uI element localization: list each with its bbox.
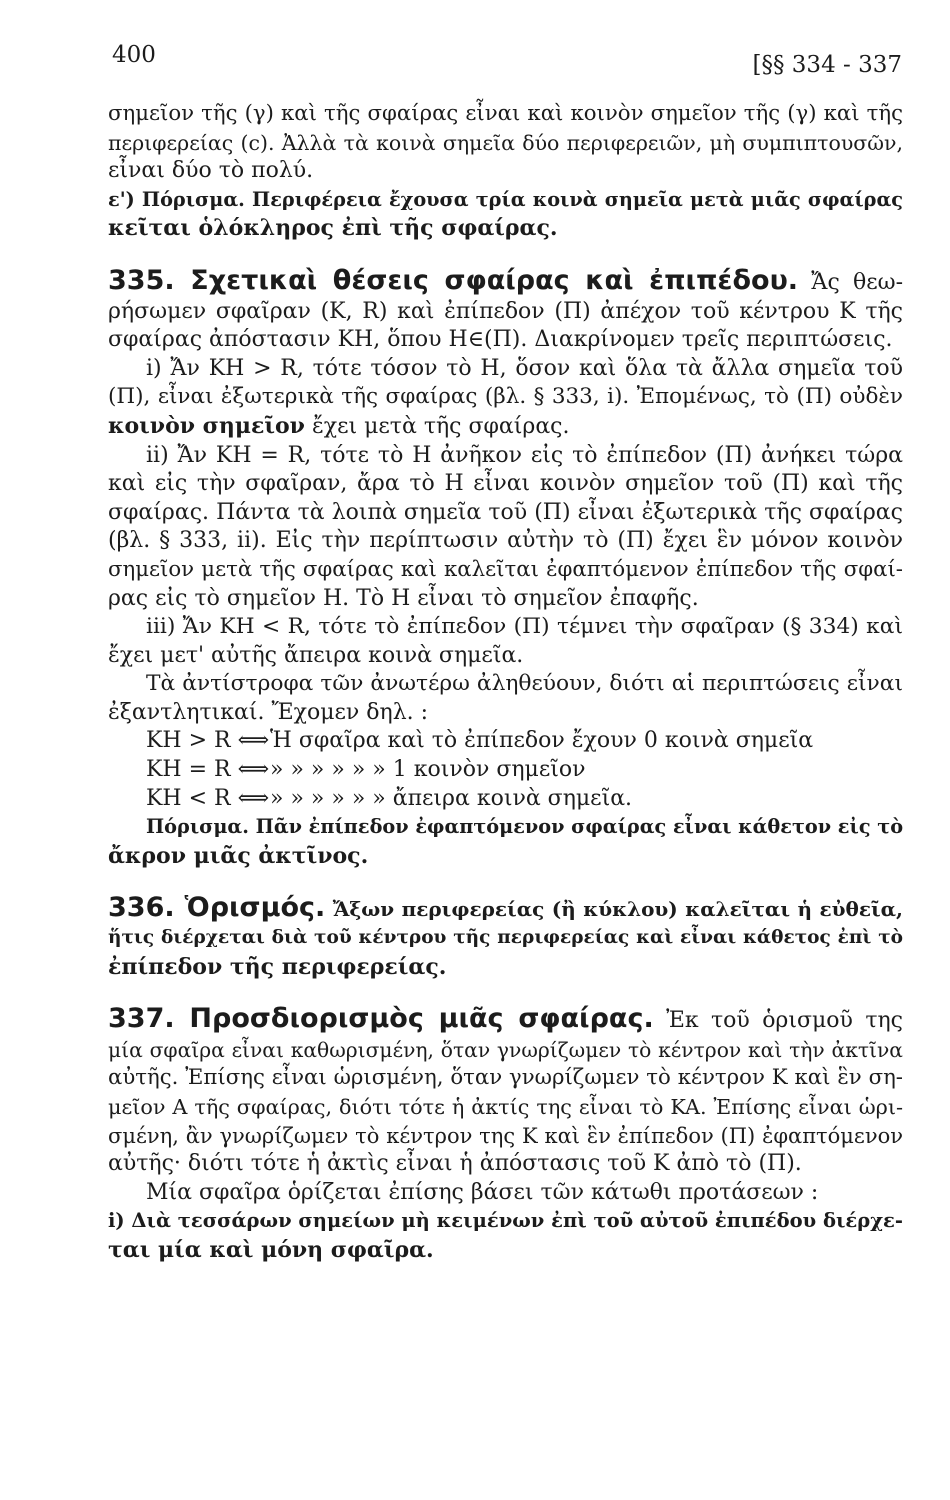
relation-condition: KH > R ⟺ xyxy=(146,728,270,754)
case-i-last-line xyxy=(108,412,903,442)
converse-line: Τὰ ἀντίστροφα τῶν ἀνωτέρω ἀληθεύουν, διότι αἱ περιπτώσεις εἶναι xyxy=(146,671,903,697)
text-line: ρήσωμεν σφαῖραν (K, R) καὶ ἐπίπεδον (Π) ἀπέχον τοῦ κέντρου K τῆς xyxy=(108,298,903,324)
text-line: αὐτῆς. Ἐπίσης εἶναι ὡρισμένη, ὅταν γνωρίζωμεν τὸ κέντρον K καὶ ἓν ση- xyxy=(108,1065,903,1091)
relation-result: Ἡ σφαῖρα καὶ τὸ ἐπίπεδον ἔχουν 0 κοινὰ σημεῖα xyxy=(270,728,814,754)
case-ii-line: σφαίρας. Πάντα τὰ λοιπὰ σημεῖα τοῦ (Π) εἶναι ἐξωτερικὰ τῆς σφαίρας xyxy=(108,499,903,525)
relation-result: » » » » » » ἄπειρα κοινὰ σημεῖα. xyxy=(270,785,633,811)
text-fragment: Ἐκ τοῦ ὁρισμοῦ της xyxy=(666,1008,903,1034)
corollary-line: κεῖται ὁλόκληρος ἐπὶ τῆς σφαίρας. xyxy=(108,215,558,242)
text-fragment: Ἄς θεω- xyxy=(811,269,904,295)
text-line: Μία σφαῖρα ὁρίζεται ἐπίσης βάσει τῶν κάτωθι προτάσεων : xyxy=(146,1179,819,1205)
case-iii-line: ἔχει μετ' αὐτῆς ἄπειρα κοινὰ σημεῖα. xyxy=(108,642,524,668)
converse-line: ἐξαντλητικαί. Ἔχομεν δηλ. : xyxy=(108,699,429,725)
corollary-line: ἄκρον μιᾶς ἀκτῖνος. xyxy=(108,842,369,869)
text-line: εἶναι δύο τὸ πολύ. xyxy=(108,158,314,184)
case-i-line: i) Ἄν KH > R, τότε τόσον τὸ H, ὅσον καὶ ὅλα τὰ ἄλλα σημεῖα τοῦ xyxy=(146,355,903,381)
case-ii-line: (βλ. § 333, ii). Εἰς τὴν περίπτωσιν αὐτὴν τὸ (Π) ἔχει ἓν μόνον κοινὸν xyxy=(108,528,903,554)
section-336-heading: 336. Ὁρισμός. xyxy=(108,892,326,924)
case-ii-line: ρας εἰς τὸ σημεῖον H. Τὸ H εἶναι τὸ σημεῖον ἐπαφῆς. xyxy=(108,585,699,611)
text-line: σημεῖον τῆς (γ) καὶ τῆς σφαίρας εἶναι καὶ κοινὸν σημεῖον τῆς (γ) καὶ τῆς xyxy=(108,101,903,126)
definition-line: ἐπίπεδον τῆς περιφερείας. xyxy=(108,953,447,980)
case-ii-line: καὶ εἰς τὴν σφαῖραν, ἄρα τὸ H εἶναι κοινὸν σημεῖον τοῦ (Π) καὶ τῆς xyxy=(108,471,903,497)
case-ii-line: σημεῖον μετὰ τῆς σφαίρας καὶ καλεῖται ἐφαπτόμενον ἐπίπεδον τῆς σφαί- xyxy=(108,556,903,582)
text-line: σμένη, ἂν γνωρίζωμεν τὸ κέντρον της K καὶ ἓν ἐπίπεδον (Π) ἐφαπτόμενον xyxy=(108,1123,903,1148)
case-iii-line: iii) Ἄν KH < R, τότε τὸ ἐπίπεδον (Π) τέμνει τὴν σφαῖραν (§ 334) καὶ xyxy=(146,614,903,640)
case-i-line: (Π), εἶναι ἐξωτερικὰ τῆς σφαίρας (βλ. § 333, i). Ἐπομένως, τὸ (Π) οὐδὲν xyxy=(108,384,903,410)
text-line: περιφερείας (c). Ἀλλὰ τὰ κοινὰ σημεῖα δύο περιφερειῶν, μὴ συμπιπτουσῶν, xyxy=(108,130,903,155)
relation-result: » » » » » » 1 κοινὸν σημεῖον xyxy=(270,757,586,783)
corollary-line: Πόρισμα. Πᾶν ἐπίπεδον ἐφαπτόμενον σφαίρας εἶναι κάθετον εἰς τὸ xyxy=(146,815,904,839)
text-fragment: Ἄξων περιφερείας (ἢ κύκλου) καλεῖται ἡ εὐθεῖα, xyxy=(332,897,904,922)
section-336-first-line xyxy=(108,894,903,924)
section-335-heading: 335. Σχετικαὶ θέσεις σφαίρας καὶ ἐπιπέδου. xyxy=(108,264,799,296)
text-fragment: ἔχει μετὰ τῆς σφαίρας. xyxy=(304,413,570,439)
page-number: 400 xyxy=(112,42,156,68)
corollary-line: ε') Πόρισμα. Περιφέρεια ἔχουσα τρία κοινὰ σημεῖα μετὰ μιᾶς σφαίρας xyxy=(108,187,903,211)
definition-line: ἥτις διέρχεται διὰ τοῦ κέντρου τῆς περιφερείας καὶ εἶναι κάθετος ἐπὶ τὸ xyxy=(108,927,903,949)
section-range: [§§ 334 - 337 xyxy=(752,52,902,78)
text-line: σφαίρας ἀπόστασιν KH, ὅπου H∈(Π). Διακρίνομεν τρεῖς περιπτώσεις. xyxy=(108,327,893,353)
page-body xyxy=(108,100,903,1265)
relation-condition: KH < R ⟺ xyxy=(146,785,270,811)
relation-condition: KH = R ⟺ xyxy=(146,757,270,783)
case-ii-line: ii) Ἄν KH = R, τότε τὸ H ἀνῆκον εἰς τὸ ἐπίπεδον (Π) ἀνήκει τώρα xyxy=(146,442,903,468)
proposition-line: i) Διὰ τεσσάρων σημείων μὴ κειμένων ἐπὶ τοῦ αὐτοῦ ἐπιπέδου διέρχε- xyxy=(108,1209,903,1233)
text-line: μία σφαῖρα εἶναι καθωρισμένη, ὅταν γνωρίζωμεν τὸ κέντρον καὶ τὴν ἀκτῖνα xyxy=(108,1037,903,1062)
relations-table xyxy=(108,727,903,813)
section-337-heading: 337. Προσδιορισμὸς μιᾶς σφαίρας. xyxy=(108,1003,654,1035)
proposition-line: ται μία καὶ μόνη σφαῖρα. xyxy=(108,1236,434,1263)
page-header xyxy=(112,42,902,82)
emphasis-text: κοινὸν σημεῖον xyxy=(108,412,305,439)
section-335-first-line xyxy=(108,264,904,298)
text-line: μεῖον A τῆς σφαίρας, διότι τότε ἡ ἀκτίς της εἶναι τὸ KA. Ἐπίσης εἶναι ὡρι- xyxy=(108,1095,903,1119)
text-line: αὐτῆς· διότι τότε ἡ ἀκτὶς εἶναι ἡ ἀπόστασις τοῦ K ἀπὸ τὸ (Π). xyxy=(108,1151,802,1177)
section-337-first-line xyxy=(108,1005,903,1036)
